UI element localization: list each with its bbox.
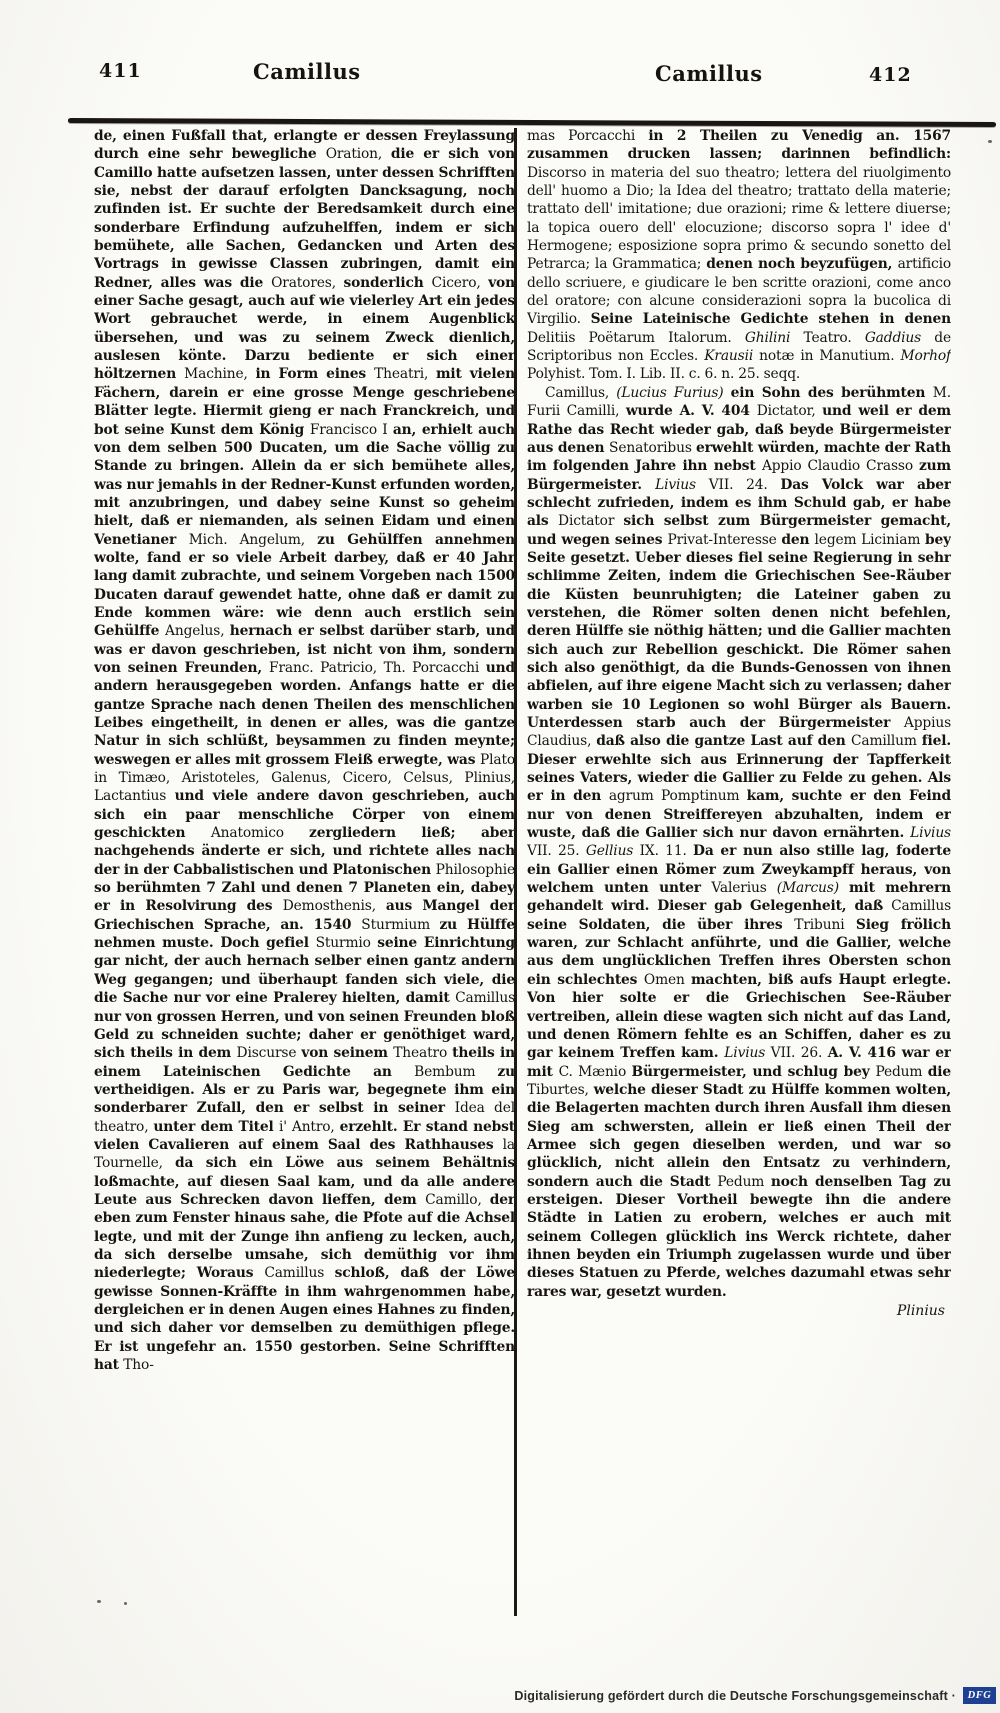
text-run: zum Bürgermeister. (527, 458, 951, 493)
text-run: Krausii (704, 348, 760, 365)
text-run: erzehlt. Er stand nebst vielen Cavalieren auf einem Saal des Rathhauses (94, 1118, 515, 1153)
text-run: Discorso in materia del suo theatro; lettera del riuolgimento dell' huomo a Dio; la Idea del theatro; trattato della materie; trattato dell' imitatione; due orazioni; rime & lettere diuerse; la topica ouero dell' elocuzione; discorso sopra l' idee d' Hermogene; esposizione sopra primo & secundo sonetto del Petrarca; la Grammatica; (527, 164, 951, 273)
text-run: Bürgermeister, und schlug bey (631, 1063, 876, 1080)
text-run: welche dieser Stadt zu Hülffe kommen wolten, die Belagerten machten durch ihren Ausfall ihm diesen Sieg am schwersten, allein er ließ einen Theil der Armee sich gegen dieselben werden, und war so glücklich, nicht allein den Entsatz zu verhindern, sondern auch die Stadt (527, 1081, 951, 1190)
text-run: de Scriptoribus non Eccles. (527, 329, 951, 365)
paragraph (94, 127, 515, 1374)
text-run: wurde A. V. 404 (625, 403, 757, 420)
text-run: Sturmium (361, 916, 440, 933)
scan-speck (988, 140, 992, 143)
text-run: VII. 26. (770, 1045, 828, 1062)
text-run: Oratores, (271, 274, 344, 291)
text-run: Das Volck war aber schlecht zufrieden, indem es ihm Schuld gab, er habe als (527, 476, 951, 530)
text-run: sonderlich (343, 274, 432, 291)
running-head-left: Camillus (253, 59, 361, 84)
text-run: mit vielen Fächern, darein er eine grosse Menge geschriebene Blätter legte. Hiermit gieng er nach Franckreich, und bot seine Kunst dem König (94, 366, 515, 438)
scan-speck (124, 1602, 127, 1605)
text-run: Tiburtes, (527, 1081, 594, 1098)
text-run: zu Gehülffen annehmen wolte, fand er so viele Arbeit darbey, daß er 40 Jahr lang damit zubrachte, und seinem Vorgeben nach 1500 Ducaten darauf gewendet hatte, ohne daß er damit zu Ende kommen wäre: wie denn auch erstlich sein Gehülffe (94, 531, 515, 640)
text-run: Camillum (850, 733, 922, 750)
text-run: Demosthenis, (282, 898, 386, 915)
column-left (94, 127, 515, 1512)
text-run: Camillo, (425, 1191, 490, 1208)
text-run: Angelus, (165, 623, 230, 640)
text-run: in Form eines (255, 366, 375, 383)
text-run: Da er nun also stille lag, foderte ein Gallier einen Römer zum Zweykampff heraus, von welchem unten unter (527, 843, 951, 897)
scan-speck (97, 1600, 101, 1603)
text-run: Gellius (585, 843, 640, 860)
dfg-logo: DFG (963, 1687, 996, 1704)
text-run: zu Hülffe nehmen muste. Doch gefiel (94, 916, 515, 952)
text-run: mit mehrern gehandelt wird. Dieser gab Gelegenheit, daß (527, 880, 951, 915)
text-run: C. Mænio (558, 1063, 632, 1080)
text-run: Philosophie (435, 861, 515, 878)
text-run: an, erhielt auch von dem selben 500 Ducaten, um die Sache völlig zu Stande zu bringen. Allein da er sich bemühete alles, was nur jemahls in der Redner-Kunst erfunden worden, mit anzubringen, und dabey seine Kunst so geheim hielt, daß er niemanden, als seinen Eidam und einen Venetianer (94, 421, 515, 548)
text-run: (Marcus) (776, 880, 850, 897)
page-number-right: 412 (869, 64, 912, 86)
text-run: zergliedern ließ; aber nachgehends änderte er sich, und richtete alles nach der in der Cabbalistischen und Platonischen (94, 825, 515, 878)
text-run: de, einen Fußfall that, erlangte er dessen Freylassung durch eine sehr bewegliche (94, 128, 515, 163)
text-run: der eben zum Fenster hinaus sahe, die Pfote auf die Achsel legte, und mit der Zunge ihn anfieng zu lecken, auch, da sich derselbe umsahe, sich demüthig vor ihm niederlegte; Woraus (94, 1191, 515, 1282)
text-run: Camillus (455, 990, 515, 1007)
text-run: Theatro (393, 1045, 453, 1062)
text-run: noch denselben Tag zu ersteigen. Dieser Vortheil bewegte ihn die andere Städte in Latien zu erobern, welches er auch mit seinem Collegen glücklich ins Werck richtete, daher ihnen beyden ein Triumph zugelassen wurde und über dieses Statuen zu Pferde, welches dazumahl etwas sehr rares war, gesetzt wurden. (527, 1173, 951, 1300)
text-run: Delitiis Poëtarum Italorum. (527, 329, 745, 346)
text-run: mas Porcacchi (527, 128, 649, 144)
text-run: bey Seite gesetzt. Ueber dieses fiel seine Regierung in sehr schlimme Zeiten, indem die Griechischen See-Räuber die Küsten beunruhigten; die Lateiner gaben zu verstehen, die Römer solten denen nicht befehlen, deren Hülffe sie nöthig hätten; und die Gallier machten sich auch zur Rebellion geschickt. Die Römer sahen sich also genöthigt, da die Bunds-Genossen von ihnen abfielen, auf ihre eigene Macht sich zu verlassen; daher warben sie 10 Legionen so wohl Bürger als Bauern. Unterdessen starb auch der Bürgermeister (527, 531, 951, 731)
text-run: Morhof (900, 348, 951, 365)
text-run: Gaddius (864, 329, 935, 346)
text-run: M. Furii Camilli, (527, 384, 951, 420)
text-run: Omen (643, 971, 691, 988)
text-run: und weil er dem Rathe das Recht wieder gab, daß beyde Bürgermeister aus denen (527, 403, 951, 456)
header-rule (68, 118, 996, 127)
text-run: Camillus, (545, 384, 617, 401)
column-right (527, 127, 951, 1582)
text-run: den (781, 531, 815, 548)
text-run: Dictator (558, 513, 624, 530)
page-number-left: 411 (99, 60, 142, 82)
text-run: legem Liciniam (814, 531, 925, 548)
digitization-footer (514, 1687, 996, 1704)
text-run: in 2 Theilen zu Venedig an. 1567 zusammen drucken lassen; darinnen befindlich: (527, 128, 951, 163)
text-run: schloß, daß der Löwe gewisse Sonnen-Kräffte in ihm wahrgenommen habe, dergleichen er in denen Augen eines Hahnes zu finden, und sich daher vor demselben zu demüthigen pflege. Er ist ungefehr an. 1550 gestorben. Seine Schrifften hat (94, 1265, 515, 1374)
text-run: Livius (655, 476, 709, 493)
text-run: erwehlt würden, machte der Rath im folgenden Jahre ihn nebst (527, 439, 951, 475)
text-run: die (927, 1063, 951, 1080)
text-run: kam, suchte er den Feind nur von denen Streiffereyen abzuhalten, indem er wuste, daß die Gallier sich nur davon ernährten. (527, 788, 951, 842)
paragraph (527, 384, 951, 1301)
text-run: fiel. Dieser erwehlte sich aus Erinnerung der Tapfferkeit seines Vaters, wieder die Gallier zu Felde zu gehen. Als er in den (527, 733, 951, 805)
text-run: Livius (910, 825, 951, 842)
text-run: Discurse (236, 1045, 302, 1062)
text-run: Pedum (875, 1063, 928, 1080)
paragraph (527, 127, 951, 384)
text-run: Bembum (414, 1063, 498, 1080)
text-run: Polyhist. Tom. I. Lib. II. c. 6. n. 25. seqq. (527, 366, 801, 383)
catchword: Plinius (896, 1303, 945, 1319)
text-run: und viele andere davon geschrieben, auch sich ein paar menschliche Cörper von einem geschickten (94, 788, 515, 842)
text-run: Livius (724, 1045, 771, 1062)
text-run: Sieg frölich waren, zur Schlacht anführte, und die Gallier, welche aus dem unglücklichen Treffen ihres Obersten schon ein schlechtes (527, 916, 951, 988)
text-run: daß also die gantze Last auf den (596, 733, 851, 750)
text-run: Plato in Timæo, Aristoteles, Galenus, Cicero, Celsus, Plinius, Lactantius (94, 751, 515, 805)
text-run: Sturmio (315, 935, 378, 952)
text-run: von einer Sache gesagt, auch auf wie vielerley Art ein jedes Wort gebrauchet werde, in einem Augenblick übersehen, und was zu seinem Zweck dienlich, auslesen könte. Darzu bediente er sich einer höltzernen (94, 274, 515, 383)
text-run: hernach er selbst darüber starb, und was er davon geschrieben, ist nicht von ihm, sondern von seinen Freunden, (94, 623, 515, 676)
text-run: Teatro. (803, 329, 865, 346)
text-run: Privat-Interesse (667, 531, 782, 548)
text-run: Camillus (891, 898, 951, 915)
text-run: i' Antro, (279, 1118, 340, 1135)
text-run: aus Mangel der Griechischen Sprache, an. 1540 (94, 898, 515, 933)
text-run: seine Einrichtung gar nicht, der auch hernach selber einen gantz andern Weg gegangen; und überhaupt fanden sich viele, die die Sache nur vor eine Pralerey hielten, damit (94, 935, 515, 1007)
text-run: sich selbst zum Bürgermeister gemacht, und wegen seines (527, 513, 951, 548)
text-run: Ghilini (744, 329, 804, 346)
text-run: Franc. Patricio, Th. Porcacchi (269, 659, 486, 676)
text-run: VII. 25. (527, 843, 586, 860)
text-run: Tho- (123, 1357, 154, 1374)
text-run: zu vertheidigen. Als er zu Paris war, begegnete ihm ein sonderbarer Zufall, den er selbst in seiner (94, 1063, 515, 1117)
text-run: Appius Claudius, (527, 715, 951, 750)
text-run: la Tournelle, (94, 1136, 515, 1172)
text-run: da sich ein Löwe aus seinem Behältnis loßmachte, auf diesen Saal kam, und da alle andere Leute aus Schrecken davon lieffen, dem (94, 1155, 515, 1208)
text-run: agrum Pomptinum (608, 788, 747, 805)
text-run: notæ in Manutium. (759, 348, 901, 365)
text-run: seine Soldaten, die über ihres (527, 916, 795, 933)
text-run: Theatri, (374, 366, 436, 383)
text-run: VII. 24. (708, 476, 781, 493)
text-run: Idea del theatro, (94, 1100, 515, 1135)
text-run: theils in einem Lateinischen Gedichte an (94, 1045, 515, 1080)
text-run: Seine Lateinische Gedichte stehen in denen (590, 311, 951, 328)
text-run: Machine, (184, 366, 256, 383)
text-run: Dictator, (756, 403, 823, 420)
text-run: unter dem Titel (153, 1118, 280, 1135)
text-run: Tribuni (794, 916, 856, 933)
text-run: machten, biß aufs Haupt erlegte. Von hier solte er die Griechischen See-Räuber vertreiben, allein diese wagten sich nicht auf das Land, und denen Römern fehlte es an Schiffen, daher es zu gar keinem Treffen kam. (527, 971, 951, 1062)
text-run: Appio Claudio Crasso (761, 458, 919, 475)
text-run: Pedum (717, 1173, 771, 1190)
text-run: die er sich von Camillo hatte aufsetzen lassen, unter dessen Schrifften sie, nebst der darauf erfolgten Dancksagung, noch zufinden ist. Er suchte der Beredsamkeit durch eine sonderbare Erfindung aufzuhelffen, indem er sich bemühete, alle Sachen, Gedancken und Arten des Vortrags in gewisse Classen zubringen, damit ein Redner, alles was die (94, 146, 515, 291)
text-run: ein Sohn des berühmten (730, 384, 933, 401)
text-run: IX. 11. (639, 843, 694, 860)
text-run: Anatomico (210, 825, 310, 842)
text-run: Mich. Angelum, (188, 531, 318, 548)
text-run: Camillus (264, 1265, 335, 1282)
text-run: (Lucius Furius) (616, 384, 731, 401)
text-run: Senatoribus (609, 439, 696, 456)
text-run: Francisco I (309, 421, 393, 438)
text-run: so berühmten 7 Zahl und denen 7 Planeten ein, dabey er in Resolvirung des (94, 880, 515, 915)
digitization-credit-text: Digitalisierung gefördert durch die Deutsche Forschungsgemeinschaft · (514, 1688, 956, 1703)
text-run: von seinem (301, 1045, 394, 1062)
text-run: nur von grossen Herren, und von seinen Freunden bloß Geld zu schneiden suchte; daher er genöthiget ward, sich theils in dem (94, 1008, 515, 1062)
text-run: Valerius (711, 880, 777, 897)
text-run: Oration, (325, 146, 391, 163)
running-head-right: Camillus (655, 61, 763, 86)
text-run: Cicero, (431, 274, 489, 291)
text-run: und andern herausgegeben worden. Anfangs hatte er die gantze Sprache nach denen Theilen des menschlichen Leibes eingetheilt, in denen er alles, was die gantze Natur in sich schlüßt, beysammen zu finden meynte; weswegen er alles mit grossem Fleiß erwegte, was (94, 659, 515, 768)
text-run: artificio dello scriuere, e giudicare le ben scritte orazioni, come anco del oratore; con alcune considerazioni sopra la bucolica di Virgilio. (527, 256, 951, 328)
text-run: A. V. 416 war er mit (527, 1045, 951, 1080)
text-run: denen noch beyzufügen, (706, 256, 898, 273)
